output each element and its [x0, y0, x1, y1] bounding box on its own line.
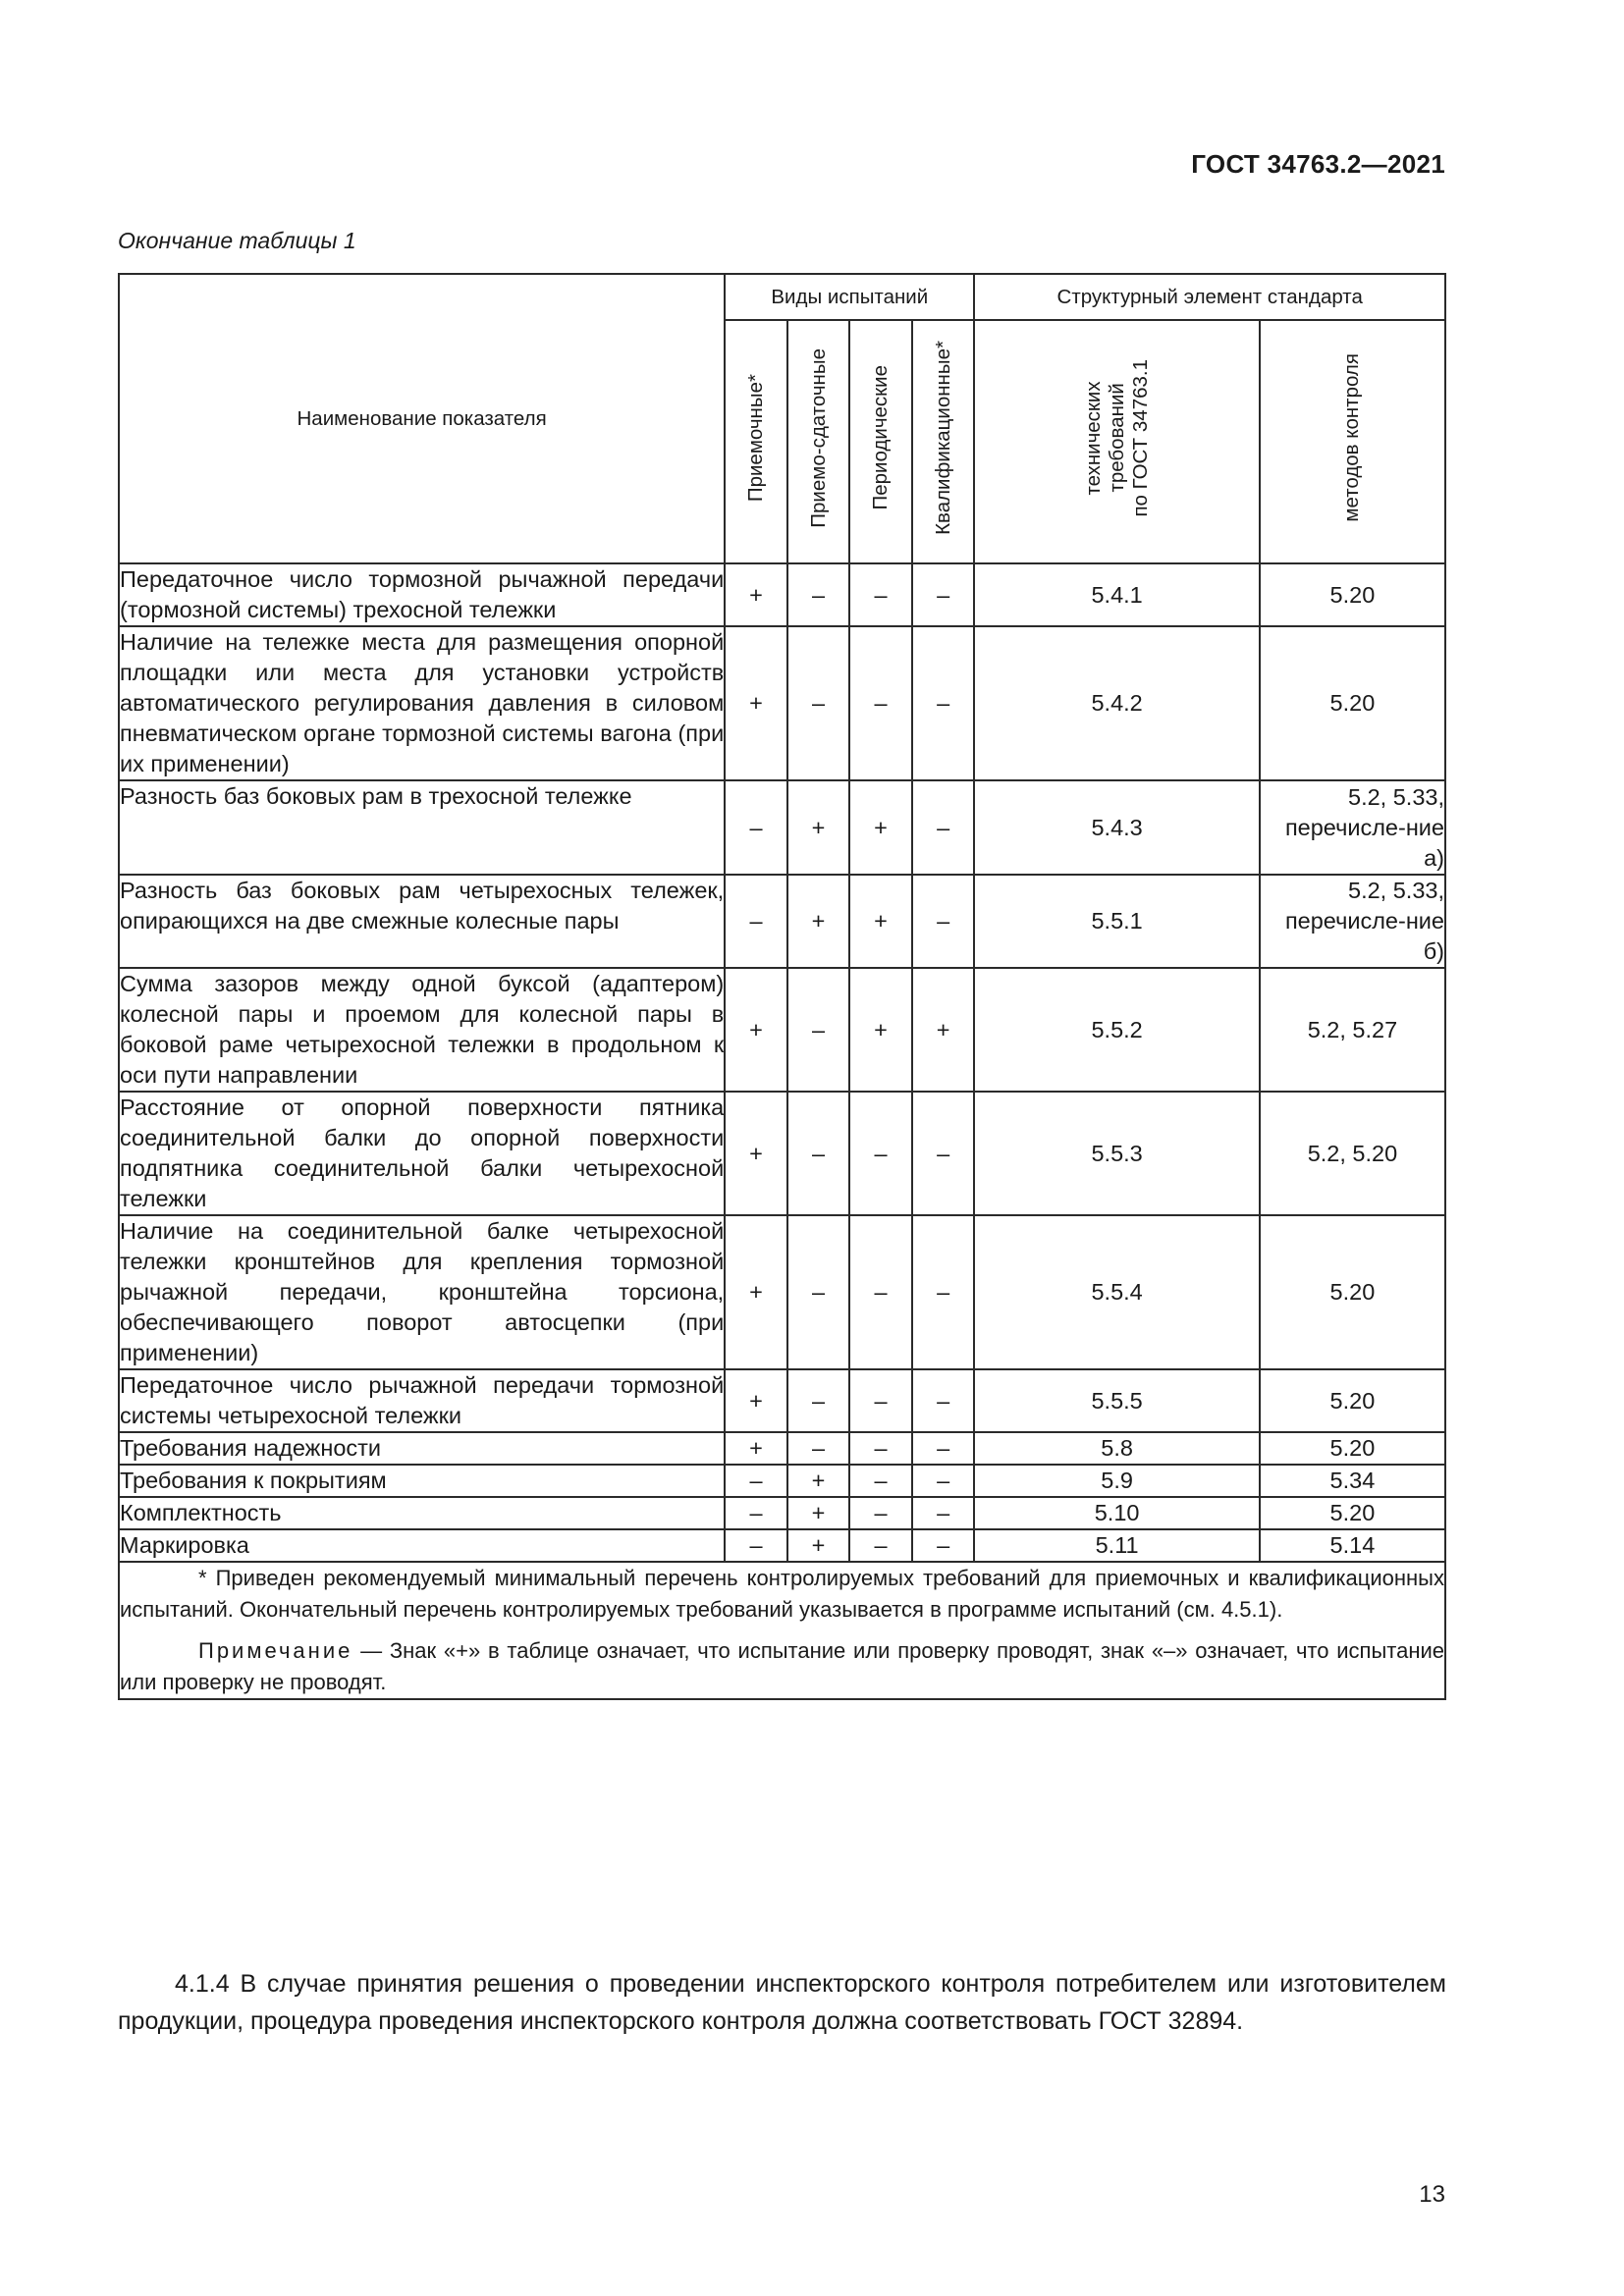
requirements-ref: 5.4.2 — [974, 626, 1259, 780]
page-number: 13 — [1419, 2181, 1445, 2208]
row-name: Передаточное число тормозной рычажной передачи (тормозной системы) трехосной тележки — [119, 563, 725, 626]
mark-periodic: – — [849, 1215, 912, 1369]
mark-qualification: – — [912, 1497, 975, 1529]
mark-qualification: – — [912, 1465, 975, 1497]
mark-delivery: – — [787, 1432, 850, 1465]
table-row — [119, 1092, 1445, 1215]
table-row — [119, 875, 1445, 968]
mark-acceptance: + — [725, 1092, 787, 1215]
column-header-technical-requirements: технических требований по ГОСТ 34763.1 — [974, 320, 1259, 563]
mark-qualification: – — [912, 1215, 975, 1369]
methods-ref: 5.34 — [1260, 1465, 1445, 1497]
table-row — [119, 1369, 1445, 1432]
mark-delivery: – — [787, 626, 850, 780]
mark-periodic: – — [849, 626, 912, 780]
mark-periodic: – — [849, 1529, 912, 1562]
table-row — [119, 1497, 1445, 1529]
table-caption: Окончание таблицы 1 — [118, 228, 356, 253]
mark-acceptance: – — [725, 1529, 787, 1562]
group-header-tests: Виды испытаний — [725, 274, 974, 320]
mark-delivery: + — [787, 1465, 850, 1497]
mark-periodic: – — [849, 1092, 912, 1215]
requirements-ref: 5.4.3 — [974, 780, 1259, 875]
methods-ref: 5.2, 5.33, перечисле-ние а) — [1260, 780, 1445, 875]
mark-acceptance: + — [725, 1215, 787, 1369]
methods-ref: 5.2, 5.20 — [1260, 1092, 1445, 1215]
requirements-ref: 5.8 — [974, 1432, 1259, 1465]
mark-delivery: – — [787, 563, 850, 626]
mark-periodic: – — [849, 563, 912, 626]
methods-ref: 5.20 — [1260, 1432, 1445, 1465]
mark-acceptance: + — [725, 1432, 787, 1465]
table-row — [119, 968, 1445, 1092]
requirements-ref: 5.5.4 — [974, 1215, 1259, 1369]
table-row — [119, 563, 1445, 626]
mark-acceptance: – — [725, 1465, 787, 1497]
methods-ref: 5.2, 5.27 — [1260, 968, 1445, 1092]
mark-delivery: – — [787, 1369, 850, 1432]
mark-acceptance: – — [725, 1497, 787, 1529]
requirements-ref: 5.5.1 — [974, 875, 1259, 968]
methods-ref: 5.2, 5.33, перечисле-ние б) — [1260, 875, 1445, 968]
mark-qualification: – — [912, 563, 975, 626]
requirements-ref: 5.11 — [974, 1529, 1259, 1562]
column-header-name: Наименование показателя — [119, 274, 725, 563]
footnote: * Приведен рекомендуемый минимальный перечень контролируемых требований для приемочных и квалификационных испытаний. Окончательный перечень контролируемых требований указывается в программе испытаний (см. 4.5.1). — [120, 1566, 1444, 1622]
table-footnotes — [119, 1562, 1445, 1699]
note-label: Примечание — [198, 1638, 353, 1663]
row-name: Разность баз боковых рам в трехосной тележке — [119, 780, 725, 875]
methods-ref: 5.20 — [1260, 563, 1445, 626]
mark-periodic: + — [849, 780, 912, 875]
mark-qualification: – — [912, 1092, 975, 1215]
column-header-periodic: Периодические — [849, 320, 912, 563]
methods-ref: 5.20 — [1260, 1215, 1445, 1369]
note-text: — Знак «+» в таблице означает, что испытание или проверку проводят, знак «–» означает, что испытание или проверку не проводят. — [120, 1638, 1444, 1694]
row-name: Маркировка — [119, 1529, 725, 1562]
requirements-ref: 5.9 — [974, 1465, 1259, 1497]
row-name: Расстояние от опорной поверхности пятника соединительной балки до опорной поверхности подпятника соединительной балки четырехосной тележки — [119, 1092, 725, 1215]
methods-ref: 5.20 — [1260, 626, 1445, 780]
mark-qualification: – — [912, 626, 975, 780]
requirements-ref: 5.5.2 — [974, 968, 1259, 1092]
row-name: Наличие на соединительной балке четырехосной тележки кронштейнов для крепления тормозной рычажной передачи, кронштейна торсиона, обеспечивающего поворот автосцепки (при применении) — [119, 1215, 725, 1369]
row-name: Разность баз боковых рам четырехосных тележек, опирающихся на две смежные колесные пары — [119, 875, 725, 968]
mark-qualification: – — [912, 1432, 975, 1465]
requirements-ref: 5.4.1 — [974, 563, 1259, 626]
mark-acceptance: + — [725, 968, 787, 1092]
methods-ref: 5.20 — [1260, 1369, 1445, 1432]
mark-acceptance: + — [725, 1369, 787, 1432]
mark-qualification: + — [912, 968, 975, 1092]
mark-qualification: – — [912, 1529, 975, 1562]
mark-periodic: + — [849, 875, 912, 968]
mark-acceptance: + — [725, 626, 787, 780]
document-code: ГОСТ 34763.2—2021 — [1191, 149, 1445, 179]
mark-delivery: – — [787, 1092, 850, 1215]
mark-delivery: – — [787, 1215, 850, 1369]
requirements-ref: 5.10 — [974, 1497, 1259, 1529]
column-header-control-methods: методов контроля — [1260, 320, 1445, 563]
column-header-delivery: Приемо-сдаточные — [787, 320, 850, 563]
table-row — [119, 1215, 1445, 1369]
mark-delivery: + — [787, 1497, 850, 1529]
table-row — [119, 1432, 1445, 1465]
column-header-acceptance: Приемочные* — [725, 320, 787, 563]
mark-acceptance: + — [725, 563, 787, 626]
mark-delivery: + — [787, 875, 850, 968]
mark-periodic: – — [849, 1497, 912, 1529]
table-row — [119, 1465, 1445, 1497]
requirements-table — [118, 273, 1446, 1700]
requirements-ref: 5.5.3 — [974, 1092, 1259, 1215]
mark-qualification: – — [912, 780, 975, 875]
note — [120, 1635, 1444, 1698]
mark-periodic: – — [849, 1432, 912, 1465]
row-name: Требования надежности — [119, 1432, 725, 1465]
table-row — [119, 626, 1445, 780]
row-name: Сумма зазоров между одной буксой (адаптером) колесной пары и проемом для колесной пары в боковой раме четырехосной тележки в продольном к оси пути направлении — [119, 968, 725, 1092]
mark-delivery: + — [787, 780, 850, 875]
methods-ref: 5.20 — [1260, 1497, 1445, 1529]
mark-qualification: – — [912, 1369, 975, 1432]
mark-periodic: + — [849, 968, 912, 1092]
mark-delivery: – — [787, 968, 850, 1092]
table-footer-row — [119, 1562, 1445, 1699]
table-row — [119, 780, 1445, 875]
requirements-ref: 5.5.5 — [974, 1369, 1259, 1432]
row-name: Требования к покрытиям — [119, 1465, 725, 1497]
column-header-qualification: Квалификационные* — [912, 320, 975, 563]
mark-periodic: – — [849, 1465, 912, 1497]
table-row — [119, 1529, 1445, 1562]
body-paragraph: 4.1.4 В случае принятия решения о проведении инспекторского контроля потребителем или изготовителем продукции, процедура проведения инспекторского контроля должна соответствовать ГОСТ 32894. — [118, 1970, 1446, 2035]
mark-delivery: + — [787, 1529, 850, 1562]
mark-periodic: – — [849, 1369, 912, 1432]
mark-acceptance: – — [725, 875, 787, 968]
row-name: Передаточное число рычажной передачи тормозной системы четырехосной тележки — [119, 1369, 725, 1432]
methods-ref: 5.14 — [1260, 1529, 1445, 1562]
row-name: Комплектность — [119, 1497, 725, 1529]
mark-qualification: – — [912, 875, 975, 968]
mark-acceptance: – — [725, 780, 787, 875]
group-header-structure: Структурный элемент стандарта — [974, 274, 1445, 320]
row-name: Наличие на тележке места для размещения опорной площадки или места для установки устройств автоматического регулирования давления в силовом пневматическом органе тормозной системы вагона (при их применении) — [119, 626, 725, 780]
